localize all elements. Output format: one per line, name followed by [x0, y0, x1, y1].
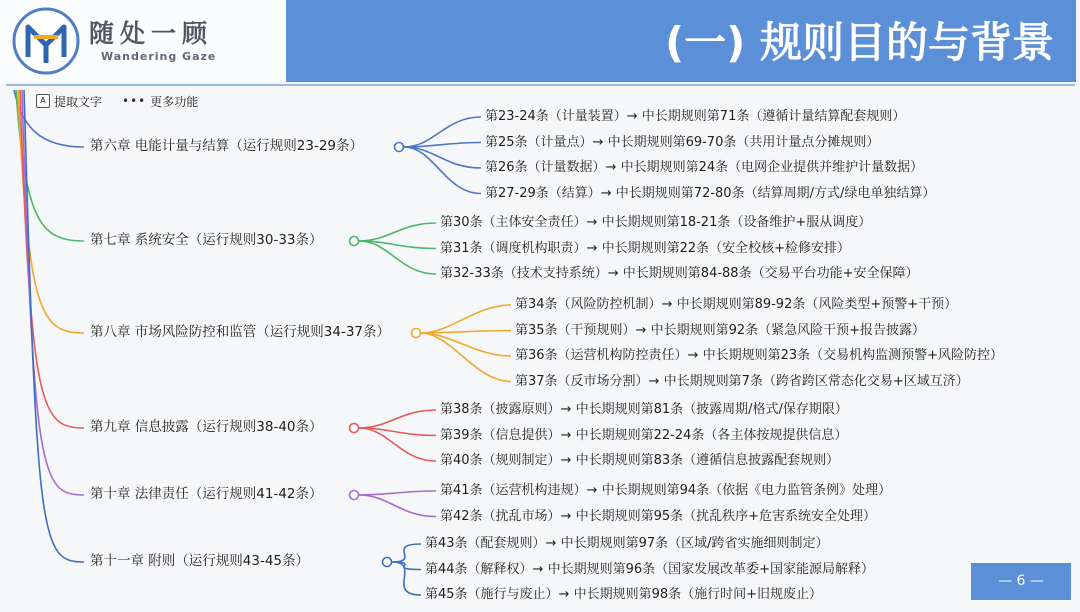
chapter-node[interactable]: 第十一章 附则（运行规则43-45条） [90, 553, 310, 569]
chapter-node[interactable]: 第八章 市场风险防控和监管（运行规则34-37条） [90, 324, 391, 340]
item-connector [404, 147, 481, 194]
rule-item-node[interactable]: 第23-24条（计量装置）→ 中长期规则第71条（遵循计量结算配套规则） [485, 109, 906, 124]
item-connector [359, 410, 436, 428]
chapter-connector [22, 90, 84, 495]
logo-english-text: Wandering Gaze [101, 50, 217, 63]
more-functions-label: 更多功能 [150, 94, 199, 109]
chapter-node[interactable]: 第十章 法律责任（运行规则41-42条） [90, 486, 323, 502]
logo-chinese-text: 随处一顾 [89, 19, 214, 48]
text-scan-icon: A [36, 94, 50, 108]
node-collapse-toggle[interactable] [395, 143, 404, 152]
item-connector [359, 491, 436, 495]
floating-toolbar [30, 90, 204, 112]
rule-item-node[interactable]: 第42条（扰乱市场）→ 中长期规则第95条（扰乱秩序+危害系统安全处理） [440, 508, 877, 524]
rule-item-node[interactable]: 第45条（施行与废止）→ 中长期规则第98条（施行时间+旧规废止） [425, 587, 823, 602]
node-collapse-toggle[interactable] [350, 424, 359, 433]
item-connector [359, 428, 436, 461]
node-collapse-toggle[interactable] [383, 558, 392, 567]
chapter-node[interactable]: 第九章 信息披露（运行规则38-40条） [90, 419, 323, 435]
rule-item-node[interactable]: 第32-33条（技术支持系统）→ 中长期规则第84-88条（交易平台功能+安全保障） [440, 266, 919, 281]
rule-item-node[interactable]: 第31条（调度机构职责）→ 中长期规则第22条（安全校核+检修安排） [440, 240, 851, 256]
node-collapse-toggle[interactable] [350, 491, 359, 500]
chapter-node[interactable]: 第六章 电能计量与结算（运行规则23-29条） [90, 138, 364, 154]
node-collapse-toggle[interactable] [350, 237, 359, 246]
node-collapse-toggle[interactable] [412, 329, 421, 338]
rule-item-node[interactable]: 第30条（主体安全责任）→ 中长期规则第18-21条（设备维护+服从调度） [440, 215, 872, 230]
chapter-node[interactable]: 第七章 系统安全（运行规则30-33条） [90, 232, 323, 248]
rule-item-node[interactable]: 第38条（披露原则）→ 中长期规则第81条（披露周期/格式/保存期限） [440, 402, 848, 417]
page-number-badge: — 6 — [971, 563, 1071, 600]
item-connector [421, 333, 511, 382]
extract-text-label: 提取文字 [54, 94, 103, 109]
rule-item-node[interactable]: 第43条（配套规则）→ 中长期规则第97条（区域/跨省实施细则制定） [425, 536, 829, 551]
item-connector [359, 223, 436, 241]
rule-item-node[interactable]: 第44条（解释权）→ 中长期规则第96条（国家发展改革委+国家能源局解释） [425, 561, 875, 577]
extract-text-button[interactable] [30, 90, 108, 112]
rule-item-node[interactable]: 第40条（规则制定）→ 中长期规则第83条（遵循信息披露配套规则） [440, 453, 840, 468]
rule-item-node[interactable]: 第39条（信息提供）→ 中长期规则第22-24条（各主体按规提供信息） [440, 427, 848, 443]
item-connector [392, 562, 421, 570]
rule-item-node[interactable]: 第37条（反市场分割）→ 中长期规则第7条（跨省跨区常态化交易+区域互济） [515, 373, 969, 389]
item-connector [359, 495, 436, 517]
rule-item-node[interactable]: 第35条（干预规则）→ 中长期规则第92条（紧急风险干预+报告披露） [515, 322, 926, 338]
page-title: (一) 规则目的与背景 [664, 18, 1054, 67]
item-connector [421, 305, 511, 333]
rule-item-node[interactable]: 第25条（计量点）→ 中长期规则第69-70条（共用计量点分摊规则） [485, 134, 880, 150]
rule-item-node[interactable]: 第34条（风险防控机制）→ 中长期规则第89-92条（风险类型+预警+干预） [515, 297, 958, 312]
rule-item-node[interactable]: 第26条（计量数据）→ 中长期规则第24条（电网企业提供并维护计量数据） [485, 160, 924, 175]
rule-item-node[interactable]: 第36条（运营机构防控责任）→ 中长期规则第23条（交易机构监测预警+风险防控） [515, 348, 1004, 363]
rule-item-node[interactable]: 第27-29条（结算）→ 中长期规则第72-80条（结算周期/方式/绿电单独结算） [485, 185, 936, 201]
rule-item-node[interactable]: 第41条（运营机构违规）→ 中长期规则第94条（依据《电力监管条例》处理） [440, 483, 892, 498]
item-connector [359, 241, 436, 274]
more-functions-button[interactable] [116, 90, 204, 112]
more-dots-icon: ••• [122, 94, 147, 108]
item-connector [392, 544, 421, 562]
item-connector [392, 562, 421, 595]
